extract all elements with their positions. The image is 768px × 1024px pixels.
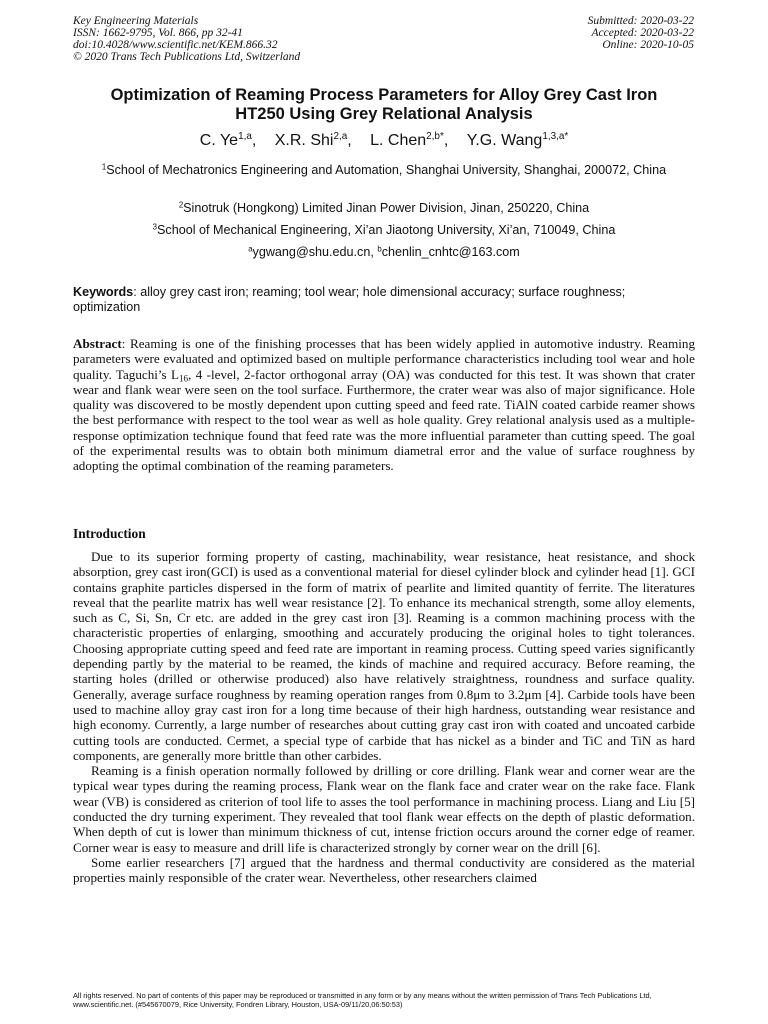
- issn-line: ISSN: 1662-9795, Vol. 866, pp 32-41: [73, 27, 243, 39]
- email-link[interactable]: chenlin_cnhtc@163.com: [381, 245, 520, 259]
- submitted-date: Submitted: 2020-03-22: [587, 15, 694, 27]
- abstract-label: Abstract: [73, 336, 122, 351]
- paragraph: Some earlier researchers [7] argued that the hardness and thermal conductivity are considered as the material properties mainly responsible of the crater wear. Nevertheless, other researchers claimed: [73, 854, 695, 886]
- author: C. Ye$^{1,a}$,: [199, 131, 257, 149]
- journal-header: [73, 15, 300, 63]
- doi-line: doi:10.4028/www.scientific.net/KEM.866.32: [73, 39, 278, 51]
- title-line-1: Optimization of Reaming Process Parameters for Alloy Grey Cast Iron: [110, 86, 658, 104]
- keywords: [73, 285, 695, 315]
- introduction-body: [73, 549, 695, 886]
- keywords-label: Keywords: [73, 285, 134, 299]
- paper-title: [60, 86, 708, 124]
- dates-header: [588, 15, 694, 51]
- affiliation-1: $^1$School of Mechatronics Engineering and Automation, Shanghai University, Shanghai, 200072, China: [101, 162, 667, 177]
- affiliation-2: $^2$Sinotruk (Hongkong) Limited Jinan Power Division, Jinan, 250220, China: [178, 200, 590, 215]
- online-date: Online: 2020-10-05: [602, 39, 694, 51]
- title-line-2: HT250 Using Grey Relational Analysis: [235, 105, 533, 123]
- keywords-text: : alloy grey cast iron; reaming; tool wear; hole dimensional accuracy; surface roughness; optimization: [73, 285, 626, 314]
- rights-footer: All rights reserved. No part of contents of this paper may be reproduced or transmitted in any form or by any means without the written permission of Trans Tech Publications Ltd, www.scientific.net. (#545670079, Rice University, Fondren Library, Houston, USA-09/11/20,06:50:53): [73, 991, 652, 1009]
- affiliation-3: $^3$School of Mechanical Engineering, Xi’an Jiaotong University, Xi’an, 710049, China: [152, 222, 616, 237]
- author-list: [60, 131, 708, 151]
- section-heading-introduction: Introduction: [73, 526, 146, 541]
- copyright-line: © 2020 Trans Tech Publications Ltd, Switzerland: [73, 51, 301, 63]
- journal-name: Key Engineering Materials: [73, 15, 199, 27]
- accepted-date: Accepted: 2020-03-22: [591, 27, 694, 39]
- author: L. Chen$^{2,b*}$,: [370, 131, 449, 149]
- author: Y.G. Wang$^{1,3,a*}$: [466, 131, 569, 149]
- paragraph: Due to its superior forming property of casting, machinability, wear resistance, heat resistance, and shock absorption, grey cast iron(GCI) is used as a conventional material for diesel cylinder block and cylinder head [1]. GCI contains graphite particles dispersed in the form of matrix of pearlite and limited quantity of ferrite. The literatures reveal that the pearlite matrix has well wear resistance [2]. To enhance its mechanical strength, some alloy elements, such as C, Si, Sn, Cr etc. are added in the grey cast iron [3]. Reaming is a common machining process with the characteristic properties of enlarging, smoothing and accurately producing the original holes to tight tolerances. Choosing appropriate cutting speed and feed rate are important in reaming process. Cutting speed varies significantly depending partly by the material to be reamed, the kinds of machine and required accuracy. Before reaming, the starting holes (drilled or otherwise produced) also have relatively straightness, roundness and surface quality. Generally, average surface roughness by reaming operation ranges from 0.8μm to 3.2μm [4]. Carbide tools have been used to machine alloy gray cast iron for a long time because of their high hardness, outstanding wear resistance and high economy. Currently, a large number of researches about cutting gray cast iron with coated and uncoated carbide cutting tools are conducted. Cermet, a special type of carbide that has nickel as a binder and TiC and TiN as hard components, are generally more brittle than other carbides.: [73, 549, 695, 763]
- paragraph: Reaming is a finish operation normally followed by drilling or core drilling. Flank wear and corner wear are the typical wear types during the reaming process, Flank wear on the flank face and crater wear on the rake face. Flank wear (VB) is considered as criterion of tool life to asses the tool performance in machining process. Liang and Liu [5] conducted the dry turning experiment. They revealed that tool flank wear effects on the depth of plastic deformation. When depth of cut is lower than minimum thickness of cut, intense friction occurs around the corner edge of reamer. Corner wear is easy to measure and drill life is characterized strongly by corner wear on the drill [6].: [73, 763, 695, 855]
- email-link[interactable]: ygwang@shu.edu.cn,: [252, 245, 378, 259]
- abstract: Abstract: Reaming is one of the finishing processes that has been widely applied in automotive industry. Reaming parameters were evaluated and optimized based on multiple performance characteristics including tool wear and hole quality. Taguchi’s $L_{16}$, 4 -level, 2-factor orthogonal array (OA) was conducted for this test. It was shown that crater wear and flank wear were seen on the tool surface. Furthermore, the crater wear was also of major significance. Hole quality was discovered to be mostly dependent upon cutting speed and feed rate. TiAlN coated carbide reamer shows the best performance with respect to the tool wear as well as hole quality. Grey relational analysis used as a multiple-response optimization technique found that feed rate was the more influential parameter than cutting speed. The goal of the experimental results was to obtain both minimum diametral error and the value of surface roughness by adopting the optimal combination of the reaming parameters.: [73, 336, 695, 474]
- author-emails: $^a$ygwang@shu.edu.cn, $^b$chenlin_cnhtc@163.com: [248, 244, 520, 259]
- author: X.R. Shi$^{2,a}$,: [274, 131, 352, 149]
